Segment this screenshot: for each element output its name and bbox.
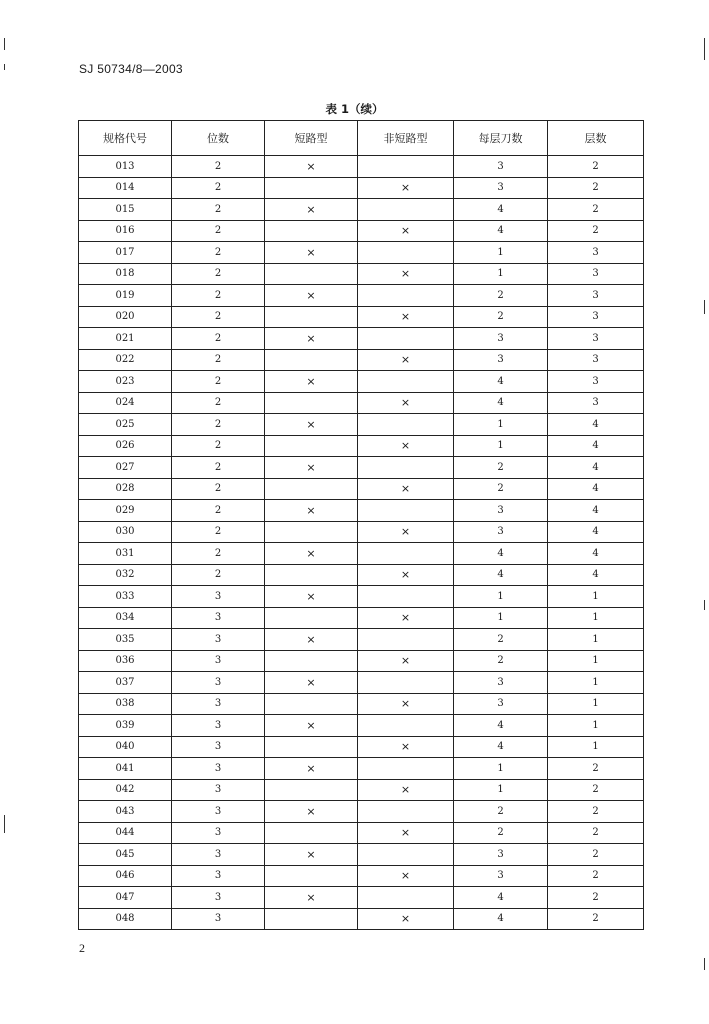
- table-cell: 3: [172, 715, 265, 737]
- table-cell: ×: [265, 887, 358, 909]
- table-cell: 3: [454, 156, 548, 178]
- table-cell: ×: [358, 220, 454, 242]
- spec-code-cell: 026: [79, 435, 172, 457]
- table-cell: 2: [172, 328, 265, 350]
- table-cell: 3: [548, 392, 644, 414]
- table-cell: [265, 822, 358, 844]
- table-cell: 2: [548, 758, 644, 780]
- table-cell: 4: [454, 715, 548, 737]
- standard-code: SJ 50734/8—2003: [79, 62, 183, 76]
- table-cell: 3: [172, 693, 265, 715]
- table-cell: ×: [358, 693, 454, 715]
- table-cell: 3: [172, 758, 265, 780]
- table-cell: ×: [358, 607, 454, 629]
- spec-code-cell: 042: [79, 779, 172, 801]
- spec-code-cell: 013: [79, 156, 172, 178]
- table-cell: [358, 543, 454, 565]
- spec-code-cell: 039: [79, 715, 172, 737]
- spec-code-cell: 021: [79, 328, 172, 350]
- table-row: [79, 457, 644, 479]
- table-row: [79, 414, 644, 436]
- spec-code-cell: 044: [79, 822, 172, 844]
- table-cell: ×: [265, 457, 358, 479]
- table-cell: 2: [548, 887, 644, 909]
- table-cell: 3: [454, 349, 548, 371]
- spec-code-cell: 047: [79, 887, 172, 909]
- table-cell: 2: [172, 478, 265, 500]
- table-row: [79, 543, 644, 565]
- scan-mark: [704, 958, 705, 970]
- table-row: [79, 328, 644, 350]
- table-cell: ×: [358, 392, 454, 414]
- table-cell: ×: [265, 199, 358, 221]
- table-cell: [265, 220, 358, 242]
- spec-code-cell: 034: [79, 607, 172, 629]
- spec-code-cell: 040: [79, 736, 172, 758]
- table-cell: 2: [172, 349, 265, 371]
- table-cell: 3: [454, 672, 548, 694]
- table-row: [79, 586, 644, 608]
- spec-code-cell: 031: [79, 543, 172, 565]
- table-cell: 3: [454, 865, 548, 887]
- table-cell: [358, 328, 454, 350]
- table-cell: 3: [454, 844, 548, 866]
- table-cell: 3: [548, 306, 644, 328]
- table-row: [79, 564, 644, 586]
- table-cell: [265, 650, 358, 672]
- table-cell: 4: [548, 521, 644, 543]
- table-cell: 2: [454, 822, 548, 844]
- table-cell: 1: [454, 607, 548, 629]
- table-cell: [265, 908, 358, 930]
- table-cell: [358, 801, 454, 823]
- table-cell: 4: [454, 371, 548, 393]
- table-cell: 3: [172, 887, 265, 909]
- table-row: [79, 779, 644, 801]
- table-cell: 2: [454, 629, 548, 651]
- table-cell: 3: [172, 586, 265, 608]
- table-cell: 2: [548, 156, 644, 178]
- table-cell: [358, 887, 454, 909]
- spec-code-cell: 025: [79, 414, 172, 436]
- table-cell: 3: [172, 779, 265, 801]
- column-header: 非短路型: [358, 121, 454, 156]
- table-cell: [265, 478, 358, 500]
- table-cell: 2: [172, 371, 265, 393]
- table-cell: 4: [548, 543, 644, 565]
- table-cell: ×: [265, 371, 358, 393]
- scan-mark: [4, 38, 5, 50]
- table-cell: [358, 457, 454, 479]
- table-cell: [358, 199, 454, 221]
- table-cell: 2: [454, 285, 548, 307]
- table-cell: 2: [172, 285, 265, 307]
- table-row: [79, 865, 644, 887]
- table-cell: 4: [548, 457, 644, 479]
- table-cell: ×: [358, 177, 454, 199]
- table-row: [79, 650, 644, 672]
- table-row: [79, 521, 644, 543]
- table-cell: ×: [358, 908, 454, 930]
- table-cell: ×: [358, 736, 454, 758]
- table-cell: 2: [454, 306, 548, 328]
- table-cell: 4: [548, 414, 644, 436]
- table-cell: 2: [172, 242, 265, 264]
- spec-code-cell: 046: [79, 865, 172, 887]
- scan-mark: [4, 815, 5, 833]
- table-title: 表 1（续）: [325, 102, 384, 116]
- spec-code-cell: 029: [79, 500, 172, 522]
- table-cell: ×: [265, 156, 358, 178]
- table-cell: [358, 285, 454, 307]
- table-cell: ×: [358, 478, 454, 500]
- table-cell: [265, 607, 358, 629]
- spec-code-cell: 032: [79, 564, 172, 586]
- table-cell: [265, 306, 358, 328]
- table-row: [79, 242, 644, 264]
- table-cell: [358, 672, 454, 694]
- table-cell: ×: [265, 543, 358, 565]
- table-cell: 2: [172, 543, 265, 565]
- table-cell: 2: [548, 220, 644, 242]
- table-cell: 3: [548, 263, 644, 285]
- table-cell: ×: [358, 650, 454, 672]
- table-cell: 2: [454, 650, 548, 672]
- spec-code-cell: 020: [79, 306, 172, 328]
- table-cell: ×: [265, 414, 358, 436]
- table-cell: ×: [265, 844, 358, 866]
- table-cell: 2: [548, 865, 644, 887]
- table-cell: 1: [548, 693, 644, 715]
- table-cell: ×: [265, 715, 358, 737]
- table-row: [79, 220, 644, 242]
- table-cell: 2: [548, 779, 644, 801]
- table-cell: ×: [265, 242, 358, 264]
- spec-code-cell: 030: [79, 521, 172, 543]
- spec-code-cell: 014: [79, 177, 172, 199]
- table-cell: [358, 414, 454, 436]
- table-cell: ×: [358, 564, 454, 586]
- spec-code-cell: 018: [79, 263, 172, 285]
- table-cell: 1: [548, 672, 644, 694]
- table-row: [79, 758, 644, 780]
- spec-code-cell: 027: [79, 457, 172, 479]
- scan-mark: [704, 300, 705, 314]
- table-cell: ×: [358, 349, 454, 371]
- table-cell: 3: [548, 328, 644, 350]
- spec-code-cell: 016: [79, 220, 172, 242]
- table-cell: 4: [548, 435, 644, 457]
- table-cell: 2: [172, 306, 265, 328]
- table-cell: ×: [265, 328, 358, 350]
- table-row: [79, 844, 644, 866]
- table-cell: [265, 865, 358, 887]
- table-cell: 1: [548, 607, 644, 629]
- table-cell: [358, 242, 454, 264]
- table-row: [79, 177, 644, 199]
- spec-code-cell: 022: [79, 349, 172, 371]
- table-cell: 1: [548, 715, 644, 737]
- spec-code-cell: 038: [79, 693, 172, 715]
- table-row: [79, 672, 644, 694]
- spec-code-cell: 019: [79, 285, 172, 307]
- table-cell: 2: [548, 177, 644, 199]
- table-cell: 2: [454, 478, 548, 500]
- column-header: 每层刀数: [454, 121, 548, 156]
- table-cell: [358, 715, 454, 737]
- table-cell: [265, 693, 358, 715]
- table-cell: [265, 779, 358, 801]
- scan-mark: [4, 64, 5, 70]
- table-cell: ×: [265, 758, 358, 780]
- table-cell: 2: [454, 801, 548, 823]
- table-cell: ×: [265, 801, 358, 823]
- table-row: [79, 263, 644, 285]
- table-cell: 3: [454, 177, 548, 199]
- table-cell: 2: [548, 844, 644, 866]
- table-cell: 2: [172, 500, 265, 522]
- table-body: [79, 156, 644, 930]
- spec-code-cell: 043: [79, 801, 172, 823]
- table-row: [79, 607, 644, 629]
- table-cell: 2: [172, 414, 265, 436]
- table-cell: 3: [172, 844, 265, 866]
- table-cell: 4: [454, 887, 548, 909]
- table-cell: 1: [454, 414, 548, 436]
- table-row: [79, 715, 644, 737]
- table-cell: ×: [358, 263, 454, 285]
- table-cell: 4: [548, 500, 644, 522]
- table-cell: 4: [454, 736, 548, 758]
- spec-code-cell: 023: [79, 371, 172, 393]
- table-row: [79, 822, 644, 844]
- table-cell: 1: [454, 435, 548, 457]
- table-cell: 2: [548, 199, 644, 221]
- table-row: [79, 908, 644, 930]
- table-cell: ×: [358, 822, 454, 844]
- table-cell: 3: [172, 865, 265, 887]
- table-row: [79, 392, 644, 414]
- table-row: [79, 478, 644, 500]
- table-row: [79, 349, 644, 371]
- table-cell: 4: [454, 543, 548, 565]
- spec-table: [78, 120, 644, 930]
- table-cell: 3: [172, 801, 265, 823]
- table-cell: 1: [454, 242, 548, 264]
- table-row: [79, 736, 644, 758]
- table-cell: [358, 844, 454, 866]
- column-header: 位数: [172, 121, 265, 156]
- table-cell: 2: [172, 263, 265, 285]
- table-cell: 3: [548, 371, 644, 393]
- spec-code-cell: 036: [79, 650, 172, 672]
- table-row: [79, 306, 644, 328]
- table-row: [79, 199, 644, 221]
- table-cell: 2: [172, 564, 265, 586]
- table-cell: ×: [265, 672, 358, 694]
- table-cell: 2: [548, 822, 644, 844]
- table-cell: [265, 263, 358, 285]
- table-cell: ×: [265, 586, 358, 608]
- table-cell: ×: [358, 779, 454, 801]
- table-row: [79, 500, 644, 522]
- spec-code-cell: 045: [79, 844, 172, 866]
- spec-code-cell: 041: [79, 758, 172, 780]
- table-cell: [265, 736, 358, 758]
- table-cell: 2: [172, 457, 265, 479]
- table-row: [79, 371, 644, 393]
- table-cell: [358, 500, 454, 522]
- table-cell: 2: [548, 908, 644, 930]
- table-cell: [265, 435, 358, 457]
- table-cell: [358, 371, 454, 393]
- table-cell: 1: [548, 736, 644, 758]
- table-cell: 4: [454, 199, 548, 221]
- table-cell: 2: [172, 521, 265, 543]
- table-cell: [358, 156, 454, 178]
- table-cell: 3: [172, 650, 265, 672]
- table-row: [79, 693, 644, 715]
- table-cell: 1: [454, 758, 548, 780]
- table-row: [79, 156, 644, 178]
- table-cell: ×: [358, 521, 454, 543]
- table-cell: 3: [172, 908, 265, 930]
- table-row: [79, 629, 644, 651]
- table-cell: 2: [172, 220, 265, 242]
- table-cell: 2: [172, 156, 265, 178]
- table-cell: 3: [172, 629, 265, 651]
- spec-code-cell: 035: [79, 629, 172, 651]
- spec-code-cell: 033: [79, 586, 172, 608]
- spec-code-cell: 037: [79, 672, 172, 694]
- table-row: [79, 435, 644, 457]
- table-cell: 4: [454, 392, 548, 414]
- table-cell: 1: [548, 586, 644, 608]
- table-cell: 3: [172, 822, 265, 844]
- table-cell: 3: [454, 500, 548, 522]
- table-cell: [358, 629, 454, 651]
- table-header-row: [79, 121, 644, 156]
- spec-code-cell: 017: [79, 242, 172, 264]
- table-cell: 1: [454, 779, 548, 801]
- scan-mark: [704, 38, 705, 60]
- table-cell: 3: [548, 242, 644, 264]
- table-cell: [265, 392, 358, 414]
- table-cell: 3: [548, 349, 644, 371]
- table-cell: [265, 521, 358, 543]
- spec-code-cell: 015: [79, 199, 172, 221]
- spec-code-cell: 048: [79, 908, 172, 930]
- column-header: 短路型: [265, 121, 358, 156]
- table-cell: 3: [172, 607, 265, 629]
- table-cell: 1: [548, 650, 644, 672]
- table-cell: [265, 349, 358, 371]
- table-cell: ×: [265, 629, 358, 651]
- table-cell: 4: [454, 564, 548, 586]
- table-cell: 3: [172, 736, 265, 758]
- table-cell: 2: [172, 199, 265, 221]
- table-cell: 2: [548, 801, 644, 823]
- table-cell: 1: [454, 263, 548, 285]
- table-cell: [265, 177, 358, 199]
- table-cell: 3: [454, 521, 548, 543]
- table-cell: [358, 758, 454, 780]
- table-cell: 3: [172, 672, 265, 694]
- table-cell: 4: [548, 564, 644, 586]
- table-cell: 1: [548, 629, 644, 651]
- spec-code-cell: 028: [79, 478, 172, 500]
- table-cell: [265, 564, 358, 586]
- table-cell: 3: [548, 285, 644, 307]
- table-cell: 3: [454, 693, 548, 715]
- table-cell: 1: [454, 586, 548, 608]
- table-cell: 4: [454, 220, 548, 242]
- table-cell: [358, 586, 454, 608]
- table-cell: ×: [358, 306, 454, 328]
- table-cell: ×: [358, 865, 454, 887]
- table-cell: 4: [454, 908, 548, 930]
- column-header: 规格代号: [79, 121, 172, 156]
- table-cell: 2: [172, 392, 265, 414]
- table-cell: 4: [548, 478, 644, 500]
- spec-code-cell: 024: [79, 392, 172, 414]
- table-row: [79, 285, 644, 307]
- table-row: [79, 887, 644, 909]
- table-row: [79, 801, 644, 823]
- table-cell: 2: [172, 435, 265, 457]
- table-cell: 2: [454, 457, 548, 479]
- table-cell: ×: [358, 435, 454, 457]
- table-cell: ×: [265, 285, 358, 307]
- scan-mark: [704, 600, 705, 610]
- page-number: 2: [79, 941, 85, 955]
- table-cell: ×: [265, 500, 358, 522]
- table-cell: 3: [454, 328, 548, 350]
- column-header: 层数: [548, 121, 644, 156]
- table-cell: 2: [172, 177, 265, 199]
